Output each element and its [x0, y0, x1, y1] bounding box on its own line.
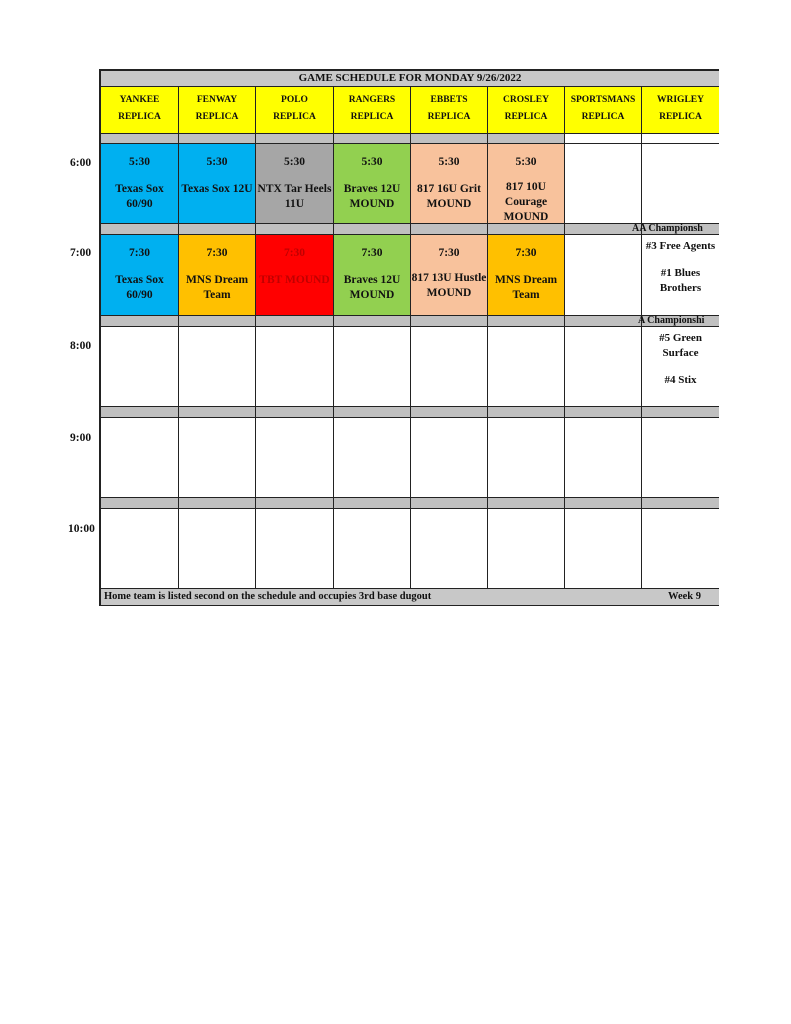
- time-label-600: 6:00: [70, 157, 92, 169]
- separator: [179, 134, 256, 144]
- game-slot-700-fenway: 7:30 MNS Dream Team: [179, 235, 256, 316]
- game-slot-600-fenway: 5:30 Texas Sox 12U: [179, 144, 256, 224]
- wrigley-800-team2: #4 Stix: [664, 374, 697, 386]
- game-slot-1000-fenway: [179, 509, 256, 589]
- game-slot-600-crosley: 5:30 817 10U Courage MOUND: [488, 144, 565, 224]
- game-slot-1000-rangers: [334, 509, 411, 589]
- separator: [488, 224, 565, 235]
- game-slot-700-crosley: 7:30 MNS Dream Team: [488, 235, 565, 316]
- wrigley-700-team1: #3 Free Agents: [645, 240, 716, 252]
- game-slot-800-polo: [256, 327, 334, 407]
- separator: [565, 407, 642, 418]
- game-slot-800-fenway: [179, 327, 256, 407]
- separator: [411, 224, 488, 235]
- game-slot-600-rangers: 5:30 Braves 12U MOUND: [334, 144, 411, 224]
- separator: [334, 134, 411, 144]
- wrigley-700-team2: #1 Blues Brothers: [659, 267, 702, 294]
- game-slot-900-polo: [256, 418, 334, 498]
- game-slot-1000-wrigley: [642, 509, 719, 589]
- game-slot-600-ebbets: 5:30 817 16U Grit MOUND: [411, 144, 488, 224]
- time-label-1000: 10:00: [68, 523, 95, 535]
- game-slot-700-sportsmans: [565, 235, 642, 316]
- game-slot-700-polo: 7:30 TBT MOUND: [256, 235, 334, 316]
- week-label: Week 9: [668, 591, 701, 602]
- game-slot-800-rangers: [334, 327, 411, 407]
- separator: [101, 316, 179, 327]
- separator: [256, 316, 334, 327]
- schedule-footer: [101, 589, 719, 605]
- separator: [256, 224, 334, 235]
- separator: [101, 407, 179, 418]
- separator: [642, 407, 719, 418]
- separator: [565, 498, 642, 509]
- game-slot-700-wrigley: [642, 235, 719, 316]
- separator: [179, 224, 256, 235]
- separator: [334, 498, 411, 509]
- time-label-900: 9:00: [70, 432, 92, 444]
- separator: [411, 316, 488, 327]
- game-slot-1000-polo: [256, 509, 334, 589]
- separator: [488, 498, 565, 509]
- game-slot-600-polo: 5:30 NTX Tar Heels 11U: [256, 144, 334, 224]
- separator: [488, 316, 565, 327]
- separator: [256, 498, 334, 509]
- separator: [101, 224, 179, 235]
- aa-championship-label-cell: [632, 223, 719, 235]
- a-championship-label-cell: [638, 315, 719, 327]
- separator: [565, 224, 642, 235]
- game-slot-600-yankee: 5:30 Texas Sox 60/90: [101, 144, 179, 224]
- time-label-800: 8:00: [70, 340, 92, 352]
- game-slot-900-fenway: [179, 418, 256, 498]
- separator: [642, 498, 719, 509]
- separator: [488, 134, 565, 144]
- game-slot-1000-ebbets: [411, 509, 488, 589]
- game-slot-900-wrigley: [642, 418, 719, 498]
- time-label-700: 7:00: [70, 247, 92, 259]
- separator: [565, 134, 642, 144]
- wrigley-800-team1: #5 Green Surface: [659, 332, 702, 359]
- separator: [256, 134, 334, 144]
- separator: [179, 316, 256, 327]
- separator: [179, 498, 256, 509]
- game-slot-700-rangers: 7:30 Braves 12U MOUND: [334, 235, 411, 316]
- game-slot-700-yankee: 7:30 Texas Sox 60/90: [101, 235, 179, 316]
- game-slot-1000-sportsmans: [565, 509, 642, 589]
- field-header-crosley: CROSLEY REPLICA: [488, 87, 565, 134]
- separator: [256, 407, 334, 418]
- separator: [101, 498, 179, 509]
- separator: [334, 407, 411, 418]
- game-slot-800-crosley: [488, 327, 565, 407]
- field-header-sportsmans: SPORTSMANS REPLICA: [565, 87, 642, 134]
- game-slot-800-sportsmans: [565, 327, 642, 407]
- game-slot-800-ebbets: [411, 327, 488, 407]
- separator: [411, 498, 488, 509]
- separator: [334, 224, 411, 235]
- a-championship-label: A Championshi: [638, 315, 705, 326]
- field-header-fenway: FENWAY REPLICA: [179, 87, 256, 134]
- game-slot-600-wrigley: [642, 144, 719, 224]
- footer-note: Home team is listed second on the schedule and occupies 3rd base dugout: [104, 591, 432, 602]
- game-slot-900-ebbets: [411, 418, 488, 498]
- separator: [488, 407, 565, 418]
- game-slot-900-crosley: [488, 418, 565, 498]
- game-slot-700-ebbets: 7:30 817 13U Hustle MOUND: [411, 235, 488, 316]
- separator: [411, 407, 488, 418]
- schedule-table: [99, 69, 719, 606]
- game-slot-1000-crosley: [488, 509, 565, 589]
- field-header-ebbets: EBBETS REPLICA: [411, 87, 488, 134]
- game-slot-900-rangers: [334, 418, 411, 498]
- field-header-wrigley: WRIGLEY REPLICA: [642, 87, 719, 134]
- separator: [642, 134, 719, 144]
- game-slot-900-yankee: [101, 418, 179, 498]
- game-slot-800-wrigley: [642, 327, 719, 407]
- aa-championship-label: AA Championsh: [632, 223, 703, 234]
- game-slot-600-sportsmans: [565, 144, 642, 224]
- field-header-polo: POLO REPLICA: [256, 87, 334, 134]
- game-slot-800-yankee: [101, 327, 179, 407]
- schedule-title: GAME SCHEDULE FOR MONDAY 9/26/2022: [101, 71, 719, 87]
- field-header-rangers: RANGERS REPLICA: [334, 87, 411, 134]
- game-slot-1000-yankee: [101, 509, 179, 589]
- game-slot-900-sportsmans: [565, 418, 642, 498]
- field-header-yankee: YANKEE REPLICA: [101, 87, 179, 134]
- separator: [565, 316, 642, 327]
- separator: [334, 316, 411, 327]
- separator: [179, 407, 256, 418]
- separator: [411, 134, 488, 144]
- separator: [101, 134, 179, 144]
